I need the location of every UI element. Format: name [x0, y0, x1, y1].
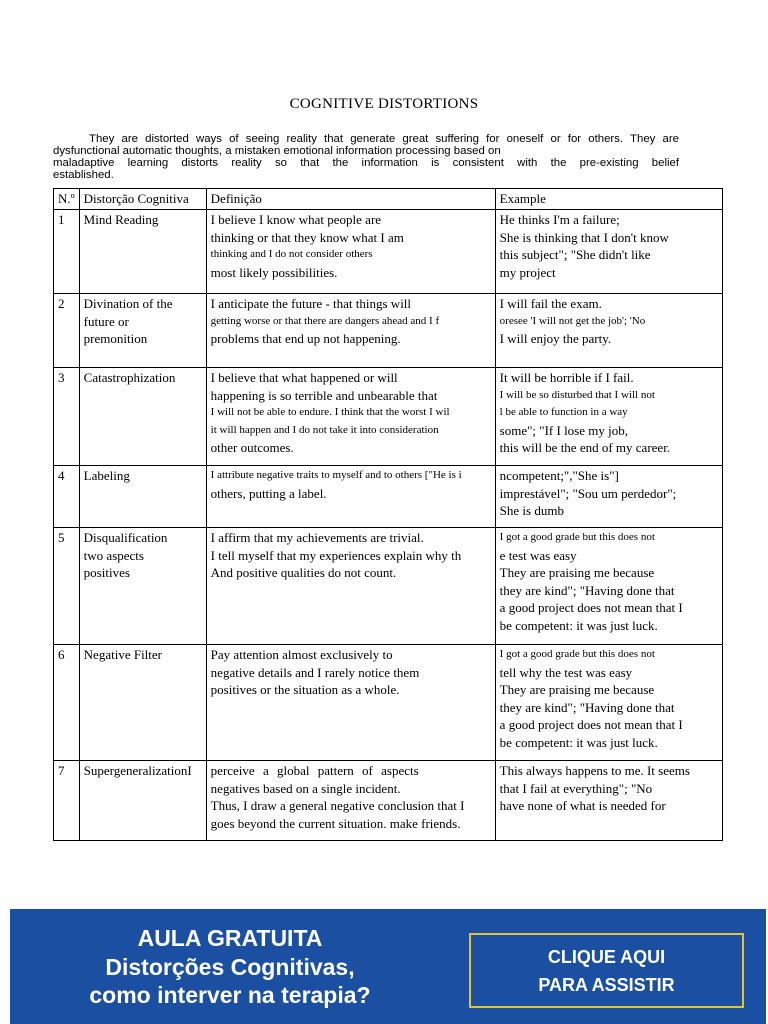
definition-cell [206, 645, 495, 761]
example-line: that I fail at everything"; "No [499, 780, 653, 796]
example-line: a good project does not mean that I [499, 600, 683, 615]
example-line: this subject"; "She didn't like [499, 247, 651, 262]
example-cell [495, 645, 722, 761]
distortion-line: Negative Filter [83, 647, 163, 662]
promo-heading: AULA GRATUITA [137, 925, 323, 951]
definition-line: happening is so terrible and unbearable that [210, 387, 438, 403]
example-line: It will be horrible if I fail. [499, 370, 634, 385]
intro-line: maladaptive learning distorts reality so that the information is consistent with the pre-existing belief [53, 157, 679, 169]
header-example: Example [495, 189, 722, 210]
example-cell [495, 466, 722, 528]
example-line: oresee 'I will not get the job'; 'No [499, 314, 646, 327]
table-row [54, 368, 723, 466]
distortion-cell [79, 294, 206, 368]
distortion-line: Catastrophization [83, 370, 176, 385]
intro-paragraph [53, 133, 679, 181]
table-header-row [54, 189, 723, 210]
distortion-line: Disqualification [83, 530, 168, 545]
example-line: l be able to function in a way [499, 406, 628, 418]
row-number: 2 [54, 294, 80, 368]
row-number: 5 [54, 528, 80, 645]
definition-line: other outcomes. [210, 440, 294, 455]
example-line: I got a good grade but this does not [499, 531, 655, 543]
definition-cell [206, 210, 495, 294]
promo-subheading: como interver na terapia? [89, 982, 371, 1008]
example-line: I will enjoy the party. [499, 331, 612, 346]
example-cell [495, 210, 722, 294]
example-line: I got a good grade but this does not [499, 648, 655, 660]
table-row [54, 645, 723, 761]
distortion-cell [79, 761, 206, 841]
row-number: 7 [54, 761, 80, 841]
example-line: be competent: it was just luck. [499, 734, 658, 750]
distortion-line: Mind Reading [83, 212, 159, 227]
definition-cell [206, 466, 495, 528]
distortion-line: positives [83, 565, 130, 580]
definition-line: I believe that what happened or will [210, 370, 398, 385]
distortion-cell [79, 466, 206, 528]
definition-line: I will not be able to endure. I think that the worst I wil [210, 406, 450, 418]
example-line: This always happens to me. It seems [499, 763, 690, 778]
example-cell [495, 294, 722, 368]
definition-line: negative details and I rarely notice them [210, 664, 420, 680]
watch-button-label: CLIQUE AQUI [547, 947, 666, 967]
definition-line: getting worse or that there are dangers ahead and I f [210, 314, 440, 327]
example-line: they are kind"; "Having done that [499, 699, 675, 715]
example-line: imprestável"; "Sou um perdedor"; [499, 485, 677, 501]
definition-line: most likely possibilities. [210, 264, 338, 280]
distortion-cell [79, 645, 206, 761]
example-line: tell why the test was easy [499, 664, 633, 680]
definition-cell [206, 761, 495, 841]
distortion-line: Divination of the [83, 296, 173, 311]
watch-button[interactable] [469, 933, 744, 1008]
definition-line: Thus, I draw a general negative conclusion that I [210, 798, 465, 813]
definition-line: goes beyond the current situation. make friends. [210, 815, 461, 831]
intro-line: established. [53, 169, 114, 181]
promo-subheading: Distorções Cognitivas, [105, 953, 355, 980]
row-number: 1 [54, 210, 80, 294]
definition-line: Pay attention almost exclusively to [210, 647, 393, 662]
definition-line: thinking or that they know what I am [210, 229, 404, 245]
definition-cell [206, 294, 495, 368]
example-line: e test was easy [499, 547, 577, 563]
example-line: She is dumb [499, 503, 564, 518]
row-number: 3 [54, 368, 80, 466]
example-line: be competent: it was just luck. [499, 617, 658, 633]
definition-line: I affirm that my achievements are trivial. [210, 530, 424, 545]
header-definition: Definição [206, 189, 495, 210]
definition-line: it will happen and I do not take it into consideration [210, 423, 439, 436]
example-line: some"; "If I lose my job, [499, 422, 628, 438]
intro-line: dysfunctional automatic thoughts, a mistaken emotional information processing based on [53, 145, 501, 157]
intro-line: They are distorted ways of seeing reality that generate great suffering for oneself or for others. They are [89, 133, 679, 145]
example-cell [495, 368, 722, 466]
distortion-line: two aspects [83, 547, 144, 563]
header-distortion: Distorção Cognitiva [79, 189, 206, 210]
definition-line: And positive qualities do not count. [210, 565, 397, 580]
definition-line: I attribute negative traits to myself and to others ["He is i [210, 469, 462, 481]
definition-cell [206, 528, 495, 645]
definition-line: I believe I know what people are [210, 212, 382, 227]
example-line: my project [499, 264, 556, 280]
definition-line: positives or the situation as a whole. [210, 682, 400, 697]
definition-line: negatives based on a single incident. [210, 780, 401, 796]
distortion-cell [79, 210, 206, 294]
row-number: 4 [54, 466, 80, 528]
distortions-table [53, 188, 723, 841]
example-line: I will be so disturbed that I will not [499, 388, 655, 401]
header-number: N.º [54, 189, 80, 210]
promo-banner[interactable] [10, 909, 766, 1024]
definition-line: perceive a global pattern of aspects [210, 763, 419, 778]
distortion-cell [79, 528, 206, 645]
table-row [54, 210, 723, 294]
example-cell [495, 761, 722, 841]
table-row [54, 761, 723, 841]
table-row [54, 466, 723, 528]
distortion-line: Labeling [83, 468, 130, 483]
promo-text [10, 924, 450, 1010]
example-cell [495, 528, 722, 645]
watch-button-label: PARA ASSISTIR [538, 975, 675, 995]
example-line: a good project does not mean that I [499, 717, 683, 732]
distortion-line: SupergeneralizationI [83, 763, 192, 778]
distortion-line: future or [83, 313, 129, 329]
example-line: They are praising me because [499, 682, 655, 697]
example-line: He thinks I'm a failure; [499, 212, 620, 227]
definition-cell [206, 368, 495, 466]
definition-line: thinking and I do not consider others [210, 248, 373, 260]
example-line: ncompetent;","She is"] [499, 468, 619, 483]
example-line: this will be the end of my career. [499, 440, 671, 455]
distortion-line: premonition [83, 331, 148, 346]
example-line: They are praising me because [499, 565, 655, 580]
definition-line: I anticipate the future - that things will [210, 296, 412, 311]
definition-line: others, putting a label. [210, 485, 327, 501]
example-line: they are kind"; "Having done that [499, 582, 675, 598]
distortion-cell [79, 368, 206, 466]
definition-line: problems that end up not happening. [210, 331, 401, 346]
example-line: have none of what is needed for [499, 798, 666, 813]
row-number: 6 [54, 645, 80, 761]
example-line: She is thinking that I don't know [499, 229, 669, 245]
table-row [54, 294, 723, 368]
document-title: COGNITIVE DISTORTIONS [289, 96, 479, 112]
example-line: I will fail the exam. [499, 296, 602, 311]
definition-line: I tell myself that my experiences explain why th [210, 547, 462, 563]
table-row [54, 528, 723, 645]
